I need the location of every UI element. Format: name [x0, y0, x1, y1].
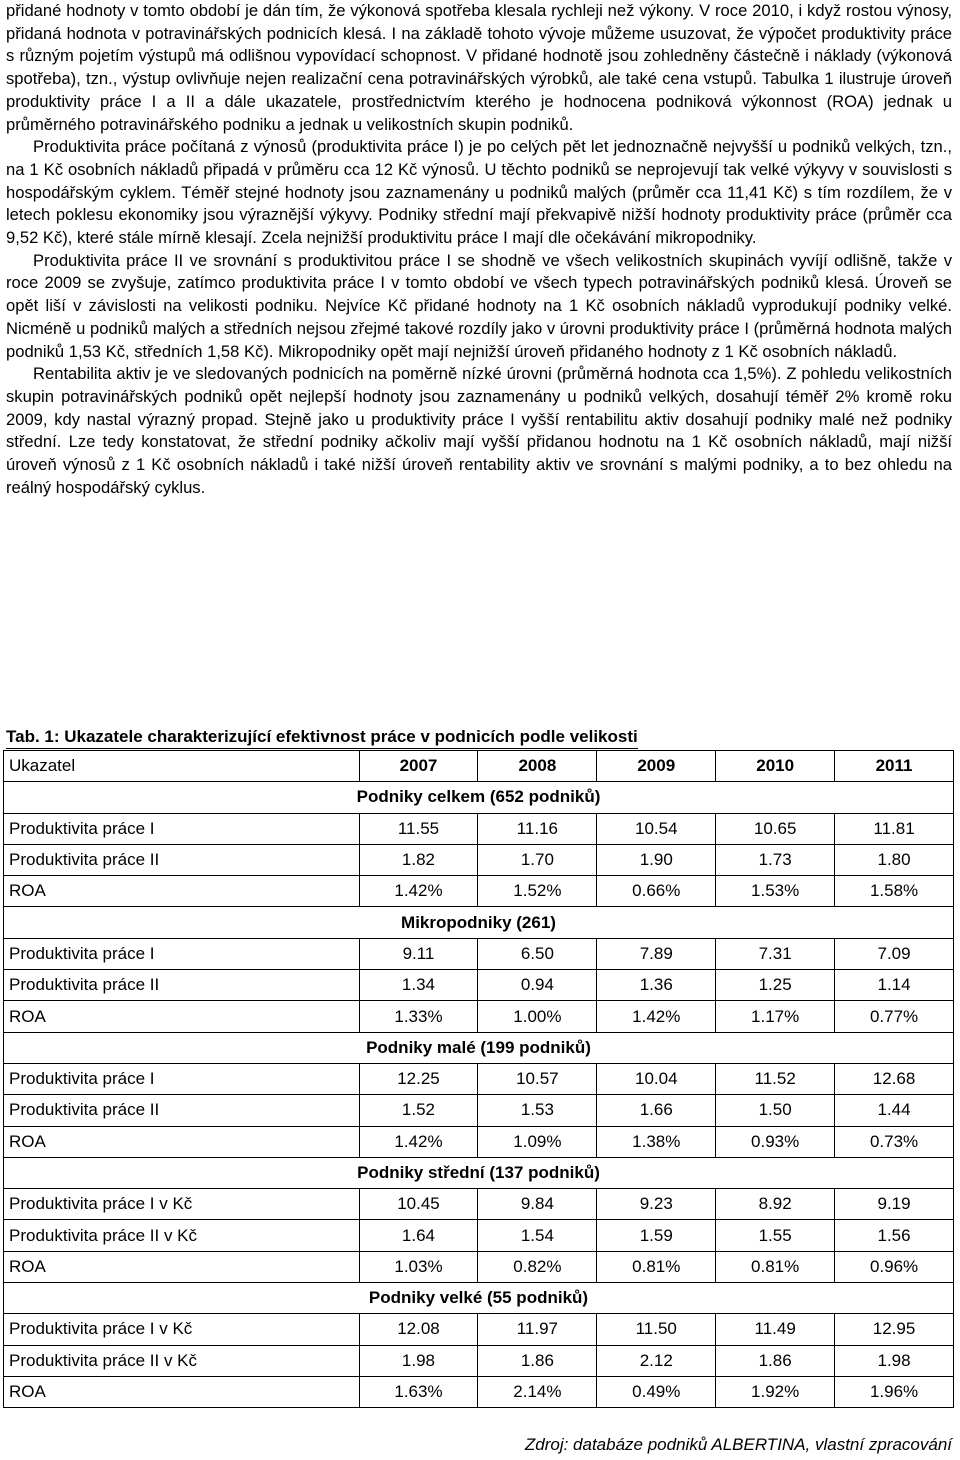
table-row: [4, 1220, 954, 1251]
value-cell: 1.92%: [716, 1376, 835, 1407]
value-cell: 0.81%: [597, 1251, 716, 1282]
row-label-cell: ROA: [4, 1251, 360, 1282]
group-title-cell: Podniky velké (55 podniků): [4, 1283, 954, 1314]
value-cell: 11.52: [716, 1063, 835, 1094]
value-cell: 1.52%: [478, 876, 597, 907]
value-cell: 1.82: [359, 844, 478, 875]
row-label-cell: Produktivita práce I: [4, 813, 360, 844]
group-title-cell: Mikropodniky (261): [4, 907, 954, 938]
year-header-cell: 2010: [716, 751, 835, 782]
value-cell: 1.90: [597, 844, 716, 875]
table-row: [4, 813, 954, 844]
value-cell: 1.53%: [716, 876, 835, 907]
year-header-cell: 2007: [359, 751, 478, 782]
value-cell: 0.82%: [478, 1251, 597, 1282]
value-cell: 1.53: [478, 1095, 597, 1126]
value-cell: 1.36: [597, 970, 716, 1001]
value-cell: 1.73: [716, 844, 835, 875]
table-row: [4, 970, 954, 1001]
row-label-cell: Produktivita práce I: [4, 938, 360, 969]
value-cell: 10.54: [597, 813, 716, 844]
table-row: [4, 1126, 954, 1157]
value-cell: 9.11: [359, 938, 478, 969]
value-cell: 7.31: [716, 938, 835, 969]
table-row: [4, 844, 954, 875]
value-cell: 1.25: [716, 970, 835, 1001]
value-cell: 11.55: [359, 813, 478, 844]
value-cell: 1.55: [716, 1220, 835, 1251]
row-label-cell: ROA: [4, 876, 360, 907]
value-cell: 1.63%: [359, 1376, 478, 1407]
value-cell: 1.34: [359, 970, 478, 1001]
value-cell: 1.17%: [716, 1001, 835, 1032]
value-cell: 7.89: [597, 938, 716, 969]
value-cell: 7.09: [835, 938, 954, 969]
value-cell: 11.16: [478, 813, 597, 844]
row-label-cell: Produktivita práce II v Kč: [4, 1345, 360, 1376]
value-cell: 12.68: [835, 1063, 954, 1094]
table-group-row: [4, 1032, 954, 1063]
value-cell: 0.49%: [597, 1376, 716, 1407]
value-cell: 0.94: [478, 970, 597, 1001]
value-cell: 1.42%: [359, 876, 478, 907]
table-header-row: [4, 751, 954, 782]
row-label-cell: Produktivita práce II v Kč: [4, 1220, 360, 1251]
value-cell: 1.59: [597, 1220, 716, 1251]
row-label-cell: Produktivita práce I v Kč: [4, 1314, 360, 1345]
table-row: [4, 1251, 954, 1282]
value-cell: 12.08: [359, 1314, 478, 1345]
group-title-cell: Podniky střední (137 podniků): [4, 1157, 954, 1188]
paragraph: Rentabilita aktiv je ve sledovaných podnicích na poměrně nízké úrovni (průměrná hodnota cca 1,5%). Z pohledu velikostních skupin potravinářských podniků opět nejlepší hodnoty jsou zaznamenány u podniků velkých, dosahují téměř 2% kromě roku 2009, kdy nastal výrazný propad. Stejně jako u produktivity práce I vyšší rentabilitu aktiv dosahují podniky malé než podniky střední. Lze tedy konstatovat, že střední podniky ačkoliv mají vyšší přidanou hodnotu na 1 Kč osobních nákladů, mají nižší úroveň výnosů z 1 Kč osobních nákladů i také nižší úroveň rentability aktiv ve srovnání s malými podniky, a to bez ohledu na reálný hospodářský cyklus.: [6, 364, 952, 497]
value-cell: 11.81: [835, 813, 954, 844]
paragraph: přidané hodnoty v tomto období je dán tím, že výkonová spotřeba klesala rychleji než výkony. V roce 2010, i když rostou výnosy, přidaná hodnota v potravinářských podnicích klesá. I na základě tohoto vývoje můžeme usuzovat, že výpočet produktivity práce s různým pojetím výstupů má odlišnou vypovídací schopnost. V přidané hodnotě jsou zohledněny částečně i náklady (výkonová spotřeba), tzn., výstup ovlivňuje nejen realizační cena potravinářských výrobků, ale také cena vstupů. Tabulka 1 ilustruje úroveň produktivity práce I a II a dále ukazatele, prostřednictvím kterého je hodnocena podniková výkonnost (ROA) jednak u průměrného potravinářského podniku a jednak u velikostních skupin podniků.: [6, 1, 952, 134]
value-cell: 2.14%: [478, 1376, 597, 1407]
value-cell: 1.52: [359, 1095, 478, 1126]
row-label-cell: ROA: [4, 1376, 360, 1407]
row-label-cell: Produktivita práce I: [4, 1063, 360, 1094]
table-row: [4, 876, 954, 907]
table-row: [4, 1063, 954, 1094]
group-title-cell: Podniky malé (199 podniků): [4, 1032, 954, 1063]
value-cell: 6.50: [478, 938, 597, 969]
table-group-row: [4, 907, 954, 938]
table-caption: Tab. 1: Ukazatele charakterizující efektivnost práce v podnicích podle velikosti: [6, 726, 638, 749]
value-cell: 1.58%: [835, 876, 954, 907]
value-cell: 10.45: [359, 1189, 478, 1220]
group-title-cell: Podniky celkem (652 podniků): [4, 782, 954, 813]
row-label-cell: Produktivita práce II: [4, 844, 360, 875]
value-cell: 1.09%: [478, 1126, 597, 1157]
value-cell: 1.56: [835, 1220, 954, 1251]
table-row: [4, 1345, 954, 1376]
value-cell: 1.86: [478, 1345, 597, 1376]
row-label-cell: ROA: [4, 1126, 360, 1157]
value-cell: 9.19: [835, 1189, 954, 1220]
value-cell: 0.66%: [597, 876, 716, 907]
value-cell: 11.49: [716, 1314, 835, 1345]
value-cell: 0.93%: [716, 1126, 835, 1157]
value-cell: 1.98: [359, 1345, 478, 1376]
value-cell: 11.50: [597, 1314, 716, 1345]
value-cell: 0.77%: [835, 1001, 954, 1032]
value-cell: 1.98: [835, 1345, 954, 1376]
value-cell: 1.86: [716, 1345, 835, 1376]
value-cell: 1.96%: [835, 1376, 954, 1407]
row-label-cell: Produktivita práce II: [4, 1095, 360, 1126]
value-cell: 10.65: [716, 813, 835, 844]
value-cell: 1.42%: [597, 1001, 716, 1032]
value-cell: 0.73%: [835, 1126, 954, 1157]
value-cell: 8.92: [716, 1189, 835, 1220]
table-row: [4, 1001, 954, 1032]
value-cell: 1.44: [835, 1095, 954, 1126]
paragraph: Produktivita práce počítaná z výnosů (produktivita práce I) je po celých pět let jednoznačně nejvyšší u podniků velkých, tzn., na 1 Kč osobních nákladů připadá v průměru cca 12 Kč výnosů. U těchto podniků se neprojevují tak velké výkyvy v souvislosti s hospodářským cyklem. Téměř stejné hodnoty jsou zaznamenány u podniků malých (průměr cca 11,41 Kč) s tím rozdílem, že v letech poklesu ekonomiky jsou výraznější výkyvy. Podniky střední mají překvapivě nižší hodnoty produktivity práce (průměr cca 9,52 Kč), které stále mírně klesají. Zcela nejnižší produktivitu práce I mají dle očekávání mikropodniky.: [6, 137, 952, 248]
value-cell: 2.12: [597, 1345, 716, 1376]
value-cell: 0.96%: [835, 1251, 954, 1282]
value-cell: 1.66: [597, 1095, 716, 1126]
paragraph: Produktivita práce II ve srovnání s produktivitou práce I se shodně ve všech velikostních skupinách vyvíjí odlišně, takže v roce 2009 se zvyšuje, zatímco produktivita práce I v tomto období ve všech typech potravinářských podniků klesá. Úroveň se opět liší v závislosti na velikosti podniku. Nejvíce Kč přidané hodnoty na 1 Kč osobních nákladů vyprodukují podniky velké. Nicméně u podniků malých a středních nejsou zřejmé takové rozdíly jako v úrovni produktivity práce I (průměrná hodnota malých podniků 1,53 Kč, středních 1,58 Kč). Mikropodniky opět mají nejnižší úroveň přidaného hodnoty z 1 Kč osobních nákladů.: [6, 250, 952, 361]
value-cell: 1.50: [716, 1095, 835, 1126]
table-group-row: [4, 1283, 954, 1314]
value-cell: 10.57: [478, 1063, 597, 1094]
value-cell: 12.95: [835, 1314, 954, 1345]
table-row: [4, 938, 954, 969]
year-header-cell: 2009: [597, 751, 716, 782]
table-body: [4, 751, 954, 1408]
table-group-row: [4, 782, 954, 813]
value-cell: 1.33%: [359, 1001, 478, 1032]
value-cell: 1.42%: [359, 1126, 478, 1157]
indicator-table: [3, 750, 954, 1408]
table-row: [4, 1314, 954, 1345]
value-cell: 12.25: [359, 1063, 478, 1094]
table-row: [4, 1095, 954, 1126]
row-label-cell: ROA: [4, 1001, 360, 1032]
value-cell: 1.14: [835, 970, 954, 1001]
value-cell: 11.97: [478, 1314, 597, 1345]
year-header-cell: 2011: [835, 751, 954, 782]
body-text: [6, 0, 952, 499]
year-header-cell: 2008: [478, 751, 597, 782]
document-page: [6, 0, 952, 499]
value-cell: 1.64: [359, 1220, 478, 1251]
value-cell: 1.00%: [478, 1001, 597, 1032]
source-note: Zdroj: databáze podniků ALBERTINA, vlastní zpracování: [524, 1435, 952, 1454]
value-cell: 1.38%: [597, 1126, 716, 1157]
value-cell: 1.70: [478, 844, 597, 875]
row-label-cell: Produktivita práce II: [4, 970, 360, 1001]
table-row: [4, 1189, 954, 1220]
value-cell: 1.80: [835, 844, 954, 875]
value-cell: 1.54: [478, 1220, 597, 1251]
value-cell: 0.81%: [716, 1251, 835, 1282]
value-cell: 1.03%: [359, 1251, 478, 1282]
table-row: [4, 1376, 954, 1407]
value-cell: 9.23: [597, 1189, 716, 1220]
value-cell: 10.04: [597, 1063, 716, 1094]
header-label-cell: Ukazatel: [4, 751, 360, 782]
table-group-row: [4, 1157, 954, 1188]
row-label-cell: Produktivita práce I v Kč: [4, 1189, 360, 1220]
value-cell: 9.84: [478, 1189, 597, 1220]
